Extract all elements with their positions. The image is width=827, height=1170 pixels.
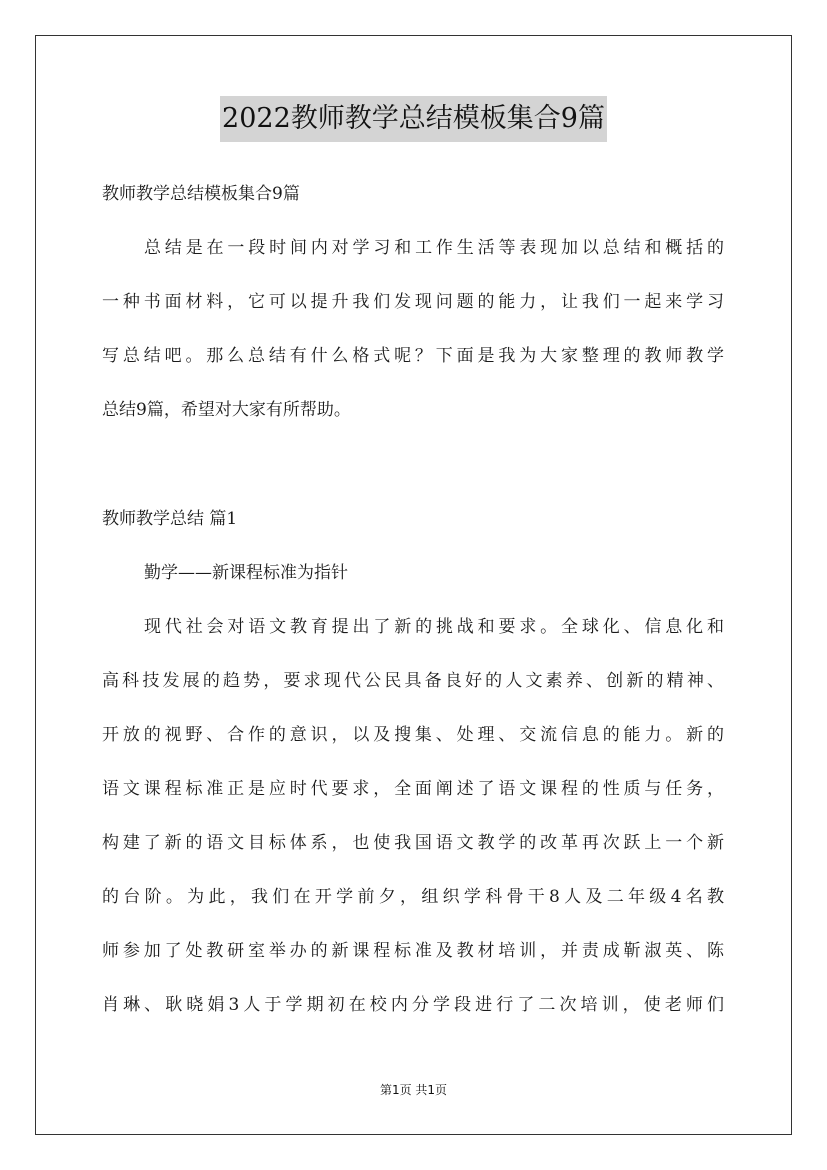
body-line-2: 高科技发展的趋势，要求现代公民具备良好的人文素养、创新的精神、 — [102, 671, 724, 691]
body-line-8: 肖琳、耿晓娟3人于学期初在校内分学段进行了二次培训，使老师们 — [102, 995, 724, 1015]
body-line-1: 现代社会对语文教育提出了新的挑战和要求。全球化、信息化和 — [144, 617, 724, 637]
body-line-6: 的台阶。为此，我们在开学前夕，组织学科骨干8人及二年级4名教 — [102, 887, 724, 907]
body-line-3: 开放的视野、合作的意识，以及搜集、处理、交流信息的能力。新的 — [102, 725, 724, 745]
intro-line-3: 写总结吧。那么总结有什么格式呢？下面是我为大家整理的教师教学 — [102, 346, 724, 366]
page-footer: 第1页 共1页 — [379, 1083, 448, 1097]
section-subheading: 勤学——新课程标准为指针 — [144, 563, 348, 583]
title-container — [0, 96, 827, 142]
body-line-7: 师参加了处教研室举办的新课程标准及教材培训，并责成靳淑英、陈 — [102, 941, 724, 961]
document-subtitle: 教师教学总结模板集合9篇 — [102, 184, 300, 204]
intro-line-1: 总结是在一段时间内对学习和工作生活等表现加以总结和概括的 — [144, 238, 724, 258]
intro-line-4: 总结9篇，希望对大家有所帮助。 — [102, 400, 351, 420]
intro-line-2: 一种书面材料，它可以提升我们发现问题的能力，让我们一起来学习 — [102, 292, 724, 312]
body-line-5: 构建了新的语文目标体系，也使我国语文教学的改革再次跃上一个新 — [102, 833, 724, 853]
section-heading: 教师教学总结 篇1 — [102, 509, 238, 529]
document-title: 2022教师教学总结模板集合9篇 — [220, 96, 607, 142]
body-line-4: 语文课程标准正是应时代要求，全面阐述了语文课程的性质与任务， — [102, 779, 724, 799]
